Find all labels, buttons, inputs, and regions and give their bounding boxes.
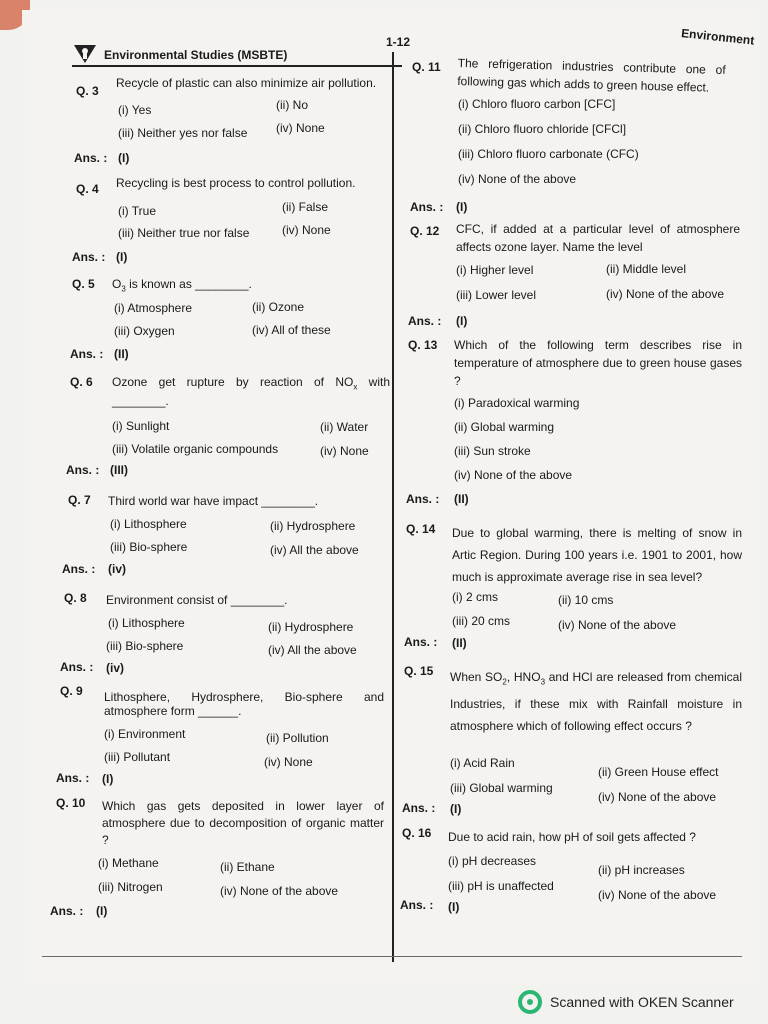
option: (i) Environment <box>104 727 186 741</box>
option: (ii) Global warming <box>454 420 555 434</box>
option: (i) Acid Rain <box>450 756 515 770</box>
option: (i) Yes <box>118 103 152 117</box>
option: (iv) None <box>264 755 313 769</box>
option: (ii) 10 cms <box>558 593 614 607</box>
question-text: Due to global warming, there is melting of snow in Artic Region. During 100 years i.e. 1901 to 2001, how much is approximate average rise in sea level? <box>452 526 742 584</box>
option: (iv) None of the above <box>458 172 577 186</box>
option: (iv) All the above <box>268 643 357 657</box>
option: (ii) Hydrosphere <box>270 519 356 533</box>
option: (iii) Pollutant <box>104 750 171 764</box>
answer-label: Ans. : <box>408 314 442 328</box>
option: (iii) 20 cms <box>452 614 511 628</box>
answer-value: (I) <box>448 900 460 914</box>
answer-label: Ans. : <box>60 660 94 674</box>
question-number: Q. 6 <box>70 375 93 389</box>
question-number: Q. 15 <box>404 664 434 678</box>
scanner-watermark <box>518 990 734 1014</box>
answer-value: (iv) <box>108 562 126 576</box>
publisher-logo-icon <box>72 43 98 65</box>
question-text-line2: ________. <box>112 394 169 408</box>
option: (i) Methane <box>98 856 159 870</box>
option: (ii) Water <box>320 420 369 434</box>
answer-label: Ans. : <box>70 347 104 361</box>
column-divider <box>392 52 394 962</box>
header-rule <box>72 65 402 67</box>
option: (iv) None of the above <box>558 618 677 632</box>
option: (i) Higher level <box>456 263 534 277</box>
option: (iii) Nitrogen <box>98 880 163 894</box>
option: (iv) None <box>320 444 369 458</box>
option: (iii) pH is unaffected <box>448 879 554 893</box>
answer-label: Ans. : <box>62 562 96 576</box>
option: (i) Paradoxical warming <box>454 396 580 410</box>
option: (iv) All the above <box>270 543 359 557</box>
answer-value: (iv) <box>106 661 124 675</box>
option: (iv) None <box>276 121 325 135</box>
option: (iii) Neither true nor false <box>118 226 250 240</box>
oken-scanner-logo-icon <box>518 990 542 1014</box>
option: (i) Lithosphere <box>108 616 185 630</box>
option: (iii) Global warming <box>450 781 553 795</box>
option: (ii) No <box>276 98 308 112</box>
question-text: Lithosphere, Hydrosphere, Bio-sphere and atmosphere form ______. <box>104 690 384 718</box>
answer-value: (I) <box>116 250 128 264</box>
answer-value: (I) <box>456 200 468 214</box>
option: (iii) Chloro fluoro carbonate (CFC) <box>458 147 639 161</box>
option: (iii) Bio-sphere <box>106 639 184 653</box>
option: (ii) Middle level <box>606 262 687 276</box>
option: (iv) None of the above <box>606 287 725 301</box>
scanner-text: Scanned with OKEN Scanner <box>550 994 734 1010</box>
question-text: Which of the following term describes rise in temperature of atmosphere due to green house gases ? <box>454 338 742 388</box>
option: (ii) Hydrosphere <box>268 620 354 634</box>
answer-value: (I) <box>450 802 462 816</box>
option: (iii) Neither yes nor false <box>118 126 248 140</box>
answer-label: Ans. : <box>74 151 108 165</box>
question-number: Q. 13 <box>408 338 438 352</box>
question-number: Q. 16 <box>402 826 432 840</box>
option: (i) 2 cms <box>452 590 498 604</box>
question-number: Q. 7 <box>68 493 91 507</box>
option: (ii) False <box>282 200 329 214</box>
answer-value: (II) <box>452 636 467 650</box>
option: (ii) pH increases <box>598 863 685 877</box>
option: (i) Lithosphere <box>110 517 187 531</box>
chapter-title: Environment <box>680 26 755 48</box>
question-text: Recycle of plastic can also minimize air pollution. <box>116 76 377 90</box>
option: (iv) None of the above <box>220 884 339 898</box>
answer-value: (III) <box>110 463 128 477</box>
option: (iv) All of these <box>252 323 331 337</box>
question-number: Q. 8 <box>64 591 87 605</box>
option: (ii) Ozone <box>252 300 305 314</box>
option: (iv) None <box>282 223 331 237</box>
option: (i) Chloro fluoro carbon [CFC] <box>458 97 616 111</box>
answer-value: (II) <box>454 492 469 506</box>
option: (i) Atmosphere <box>114 301 193 315</box>
question-number: Q. 14 <box>406 522 436 536</box>
answer-label: Ans. : <box>410 200 444 214</box>
answer-value: (II) <box>114 347 129 361</box>
option: (iii) Oxygen <box>114 324 175 338</box>
option: (i) pH decreases <box>448 854 537 868</box>
answer-label: Ans. : <box>402 801 436 815</box>
question-number: Q. 9 <box>60 684 83 698</box>
question-text: When $SO_2$, $HNO_3$ and HCl are released from chemical Industries, if these mix with Rainfall moisture in atmosphere which of following effect occurs ? <box>450 670 742 734</box>
page-number: 1-12 <box>386 35 411 49</box>
question-number: Q. 5 <box>72 277 95 291</box>
answer-label: Ans. : <box>400 898 434 912</box>
answer-label: Ans. : <box>56 771 90 785</box>
question-text: Due to acid rain, how pH of soil gets affected ? <box>448 830 696 844</box>
question-text: $O_3$ is known as ________. <box>112 277 252 294</box>
answer-value: (I) <box>102 772 114 786</box>
question-text: Recycling is best process to control pollution. <box>116 176 356 190</box>
answer-label: Ans. : <box>66 463 100 477</box>
question-text: Which gas gets deposited in lower layer of atmosphere due to decomposition of organic matter ? <box>102 799 384 847</box>
question-number: Q. 11 <box>412 60 441 74</box>
question-text: Third world war have impact ________. <box>108 494 319 508</box>
question-number: Q. 10 <box>56 796 86 810</box>
option: (ii) Green House effect <box>598 765 719 779</box>
option: (ii) Ethane <box>220 860 275 874</box>
option: (ii) Pollution <box>266 731 329 745</box>
answer-label: Ans. : <box>406 492 440 506</box>
answer-label: Ans. : <box>72 250 106 264</box>
question-text: Ozone get rupture by reaction of $NO_x$ with <box>112 375 390 392</box>
option: (iii) Bio-sphere <box>110 540 188 554</box>
answer-value: (I) <box>456 314 468 328</box>
question-text: CFC, if added at a particular level of atmosphere affects ozone layer. Name the level <box>456 222 740 254</box>
option: (iv) None of the above <box>598 888 717 902</box>
question-number: Q. 12 <box>410 224 440 238</box>
question-text: The refrigeration industries contribute one of following gas which adds to green house effect. <box>457 55 726 95</box>
book-title: Environmental Studies (MSBTE) <box>104 48 288 62</box>
question-number: Q. 4 <box>76 182 99 196</box>
option: (i) True <box>118 204 157 218</box>
question-number: Q. 3 <box>76 84 99 98</box>
footer-rule <box>42 956 742 957</box>
option: (iii) Lower level <box>456 288 537 302</box>
answer-label: Ans. : <box>404 635 438 649</box>
option: (i) Sunlight <box>112 419 170 433</box>
option: (iii) Sun stroke <box>454 444 531 458</box>
option: (ii) Chloro fluoro chloride [CFCl] <box>458 122 627 136</box>
option: (iv) None of the above <box>598 790 717 804</box>
question-text: Environment consist of ________. <box>106 593 288 607</box>
answer-label: Ans. : <box>50 904 84 918</box>
option: (iii) Volatile organic compounds <box>112 442 279 456</box>
answer-value: (I) <box>96 904 108 918</box>
answer-value: (I) <box>118 151 130 165</box>
option: (iv) None of the above <box>454 468 573 482</box>
